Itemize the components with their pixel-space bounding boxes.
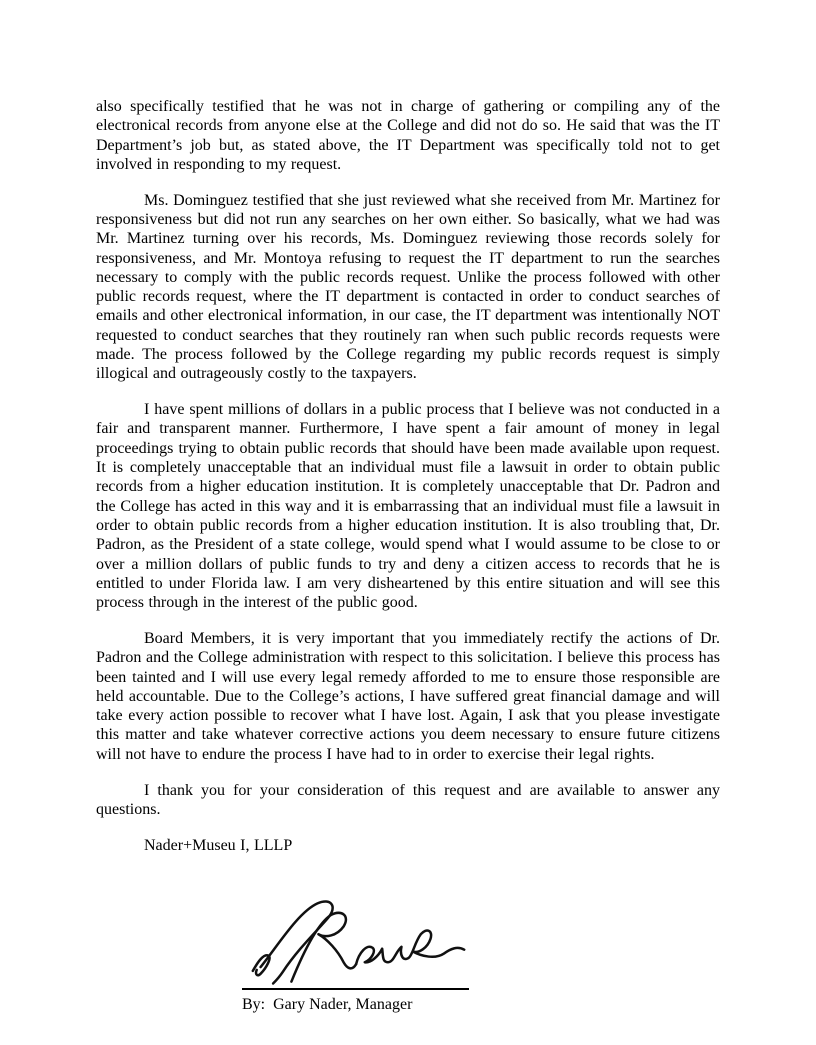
signature-block — [242, 871, 720, 1021]
signature-by-line: By: Gary Nader, Manager — [242, 996, 413, 1014]
letter-paragraph: I have spent millions of dollars in a public process that I believe was not conducted in a fair and transparent manner. Furthermore, I have spent a fair amount of money in legal proceedings trying to obtain public records that should have been made available upon request. It is completely unacceptable that an individual must file a lawsuit in order to obtain public records from a higher education institution. It is completely unacceptable that Dr. Padron and the College has acted in this way and it is embarrassing that an individual must file a lawsuit in order to obtain public records from a higher education institution. It is also troubling that, Dr. Padron, as the President of a state college, would spend what I would assume to be close to or over a million dollars of public funds to try and deny a citizen access to records that he is entitled to under Florida law. I am very disheartened by this entire situation and will see this process through in the interest of the public good. — [96, 401, 720, 612]
letter-paragraph: Ms. Dominguez testified that she just reviewed what she received from Mr. Martinez for responsiveness but did not run any searches on her own either. So basically, what we had was Mr. Martinez turning over his records, Ms. Dominguez reviewing those records solely for responsiveness, and Mr. Montoya refusing to request the IT department to run the searches necessary to comply with the public records request. Unlike the process followed with other public records request, where the IT department is contacted in order to conduct searches of emails and other electronical information, in our case, the IT department was intentionally NOT requested to conduct searches that they routinely ran when such public records requests were made. The process followed by the College regarding my public records request is simply illogical and outrageously costly to the taxpayers. — [96, 191, 720, 383]
company-name: Nader+Museu I, LLLP — [144, 836, 293, 854]
letter-paragraph: Board Members, it is very important that you immediately rectify the actions of Dr. Padron and the College administration with respect to this solicitation. I believe this process has been tainted and I will use every legal remedy afforded to me to ensure those responsible are held accountable. Due to the College’s actions, I have suffered great financial damage and will take every action possible to recover what I have lost. Again, I ask that you please investigate this matter and take whatever corrective actions you deem necessary to ensure future citizens will not have to endure the process I have had to in order to exercise their legal rights. — [96, 629, 720, 763]
handwritten-signature-icon — [248, 893, 470, 989]
letter-body — [96, 97, 720, 1021]
letter-paragraph: I thank you for your consideration of this request and are available to answer any questions. — [96, 781, 720, 818]
letter-paragraph: also specifically testified that he was not in charge of gathering or compiling any of the electronical records from anyone else at the College and did not do so. He said that was the IT Department’s job but, as stated above, the IT Department was specifically told not to get involved in responding to my request. — [96, 98, 720, 173]
signature-line — [242, 988, 469, 990]
